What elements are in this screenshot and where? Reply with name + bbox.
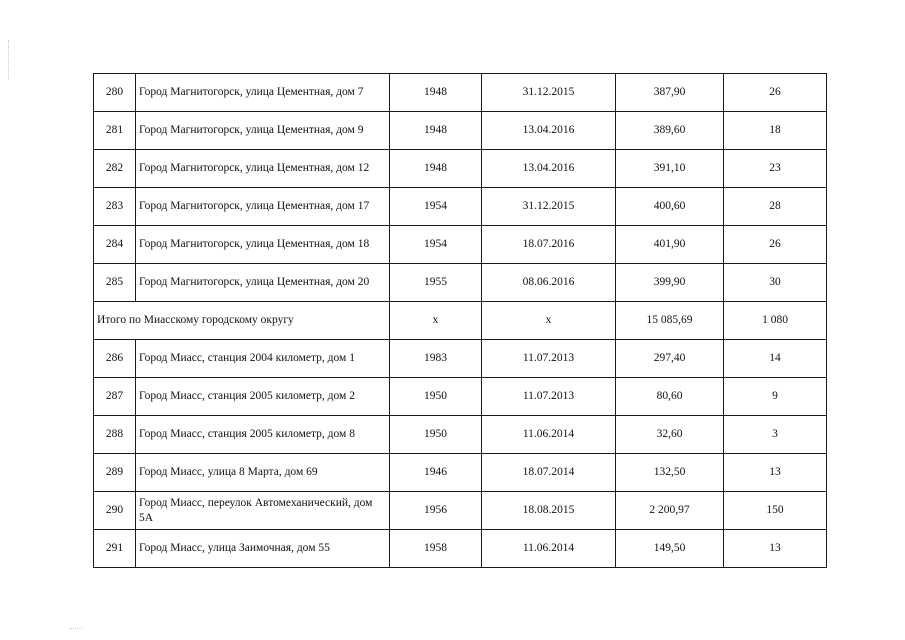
row-address: Город Миасс, станция 2004 километр, дом 1: [136, 340, 390, 378]
total-row: [94, 302, 827, 340]
row-area: 400,60: [616, 188, 724, 226]
row-address: Город Миасс, станция 2005 километр, дом 8: [136, 416, 390, 454]
total-area: 15 085,69: [616, 302, 724, 340]
row-area: 387,90: [616, 74, 724, 112]
row-residents: 14: [724, 340, 827, 378]
row-date: 11.07.2013: [482, 378, 616, 416]
table-row: [94, 454, 827, 492]
row-residents: 150: [724, 492, 827, 530]
scan-artifact: [70, 628, 82, 630]
row-year: 1950: [390, 416, 482, 454]
row-date: 08.06.2016: [482, 264, 616, 302]
row-date: 11.06.2014: [482, 416, 616, 454]
row-number: 284: [94, 226, 136, 264]
table-row: [94, 226, 827, 264]
row-address: Город Магнитогорск, улица Цементная, дом 7: [136, 74, 390, 112]
total-label: Итого по Миасскому городскому округу: [94, 302, 390, 340]
row-area: 149,50: [616, 530, 724, 568]
row-number: 286: [94, 340, 136, 378]
total-residents: 1 080: [724, 302, 827, 340]
row-address: Город Миасс, улица 8 Марта, дом 69: [136, 454, 390, 492]
row-year: 1955: [390, 264, 482, 302]
row-residents: 28: [724, 188, 827, 226]
row-number: 290: [94, 492, 136, 530]
row-date: 11.06.2014: [482, 530, 616, 568]
row-year: 1954: [390, 226, 482, 264]
row-number: 287: [94, 378, 136, 416]
row-address: Город Магнитогорск, улица Цементная, дом 9: [136, 112, 390, 150]
row-date: 13.04.2016: [482, 112, 616, 150]
row-area: 2 200,97: [616, 492, 724, 530]
row-date: 31.12.2015: [482, 188, 616, 226]
row-year: 1958: [390, 530, 482, 568]
row-area: 389,60: [616, 112, 724, 150]
scan-artifact: [8, 40, 10, 80]
row-date: 18.08.2015: [482, 492, 616, 530]
row-number: 280: [94, 74, 136, 112]
table-row: [94, 492, 827, 530]
row-number: 281: [94, 112, 136, 150]
row-number: 283: [94, 188, 136, 226]
row-number: 288: [94, 416, 136, 454]
row-residents: 9: [724, 378, 827, 416]
row-address: Город Магнитогорск, улица Цементная, дом 12: [136, 150, 390, 188]
row-date: 11.07.2013: [482, 340, 616, 378]
table-row: [94, 74, 827, 112]
table-row: [94, 416, 827, 454]
total-date: х: [482, 302, 616, 340]
table-row: [94, 340, 827, 378]
row-number: 291: [94, 530, 136, 568]
row-year: 1983: [390, 340, 482, 378]
row-area: 399,90: [616, 264, 724, 302]
row-residents: 18: [724, 112, 827, 150]
table-row: [94, 188, 827, 226]
row-year: 1950: [390, 378, 482, 416]
row-residents: 13: [724, 454, 827, 492]
row-number: 289: [94, 454, 136, 492]
row-date: 18.07.2014: [482, 454, 616, 492]
row-address: Город Магнитогорск, улица Цементная, дом 17: [136, 188, 390, 226]
row-date: 18.07.2016: [482, 226, 616, 264]
row-date: 31.12.2015: [482, 74, 616, 112]
row-area: 297,40: [616, 340, 724, 378]
row-address: Город Миасс, улица Заимочная, дом 55: [136, 530, 390, 568]
total-year: х: [390, 302, 482, 340]
table-row: [94, 112, 827, 150]
row-residents: 26: [724, 226, 827, 264]
row-residents: 23: [724, 150, 827, 188]
row-year: 1956: [390, 492, 482, 530]
row-year: 1948: [390, 112, 482, 150]
row-area: 391,10: [616, 150, 724, 188]
row-year: 1948: [390, 74, 482, 112]
row-residents: 13: [724, 530, 827, 568]
row-residents: 30: [724, 264, 827, 302]
row-address: Город Миасс, станция 2005 километр, дом 2: [136, 378, 390, 416]
row-address: Город Магнитогорск, улица Цементная, дом 20: [136, 264, 390, 302]
row-area: 80,60: [616, 378, 724, 416]
row-year: 1954: [390, 188, 482, 226]
table-row: [94, 530, 827, 568]
row-address: Город Магнитогорск, улица Цементная, дом 18: [136, 226, 390, 264]
row-date: 13.04.2016: [482, 150, 616, 188]
row-number: 282: [94, 150, 136, 188]
row-area: 401,90: [616, 226, 724, 264]
row-area: 32,60: [616, 416, 724, 454]
row-residents: 26: [724, 74, 827, 112]
table-row: [94, 264, 827, 302]
row-residents: 3: [724, 416, 827, 454]
row-year: 1948: [390, 150, 482, 188]
table-row: [94, 150, 827, 188]
row-number: 285: [94, 264, 136, 302]
row-address: Город Миасс, переулок Автомеханический, дом 5А: [136, 492, 390, 530]
housing-registry-table: [93, 73, 827, 568]
table-row: [94, 378, 827, 416]
row-year: 1946: [390, 454, 482, 492]
row-area: 132,50: [616, 454, 724, 492]
